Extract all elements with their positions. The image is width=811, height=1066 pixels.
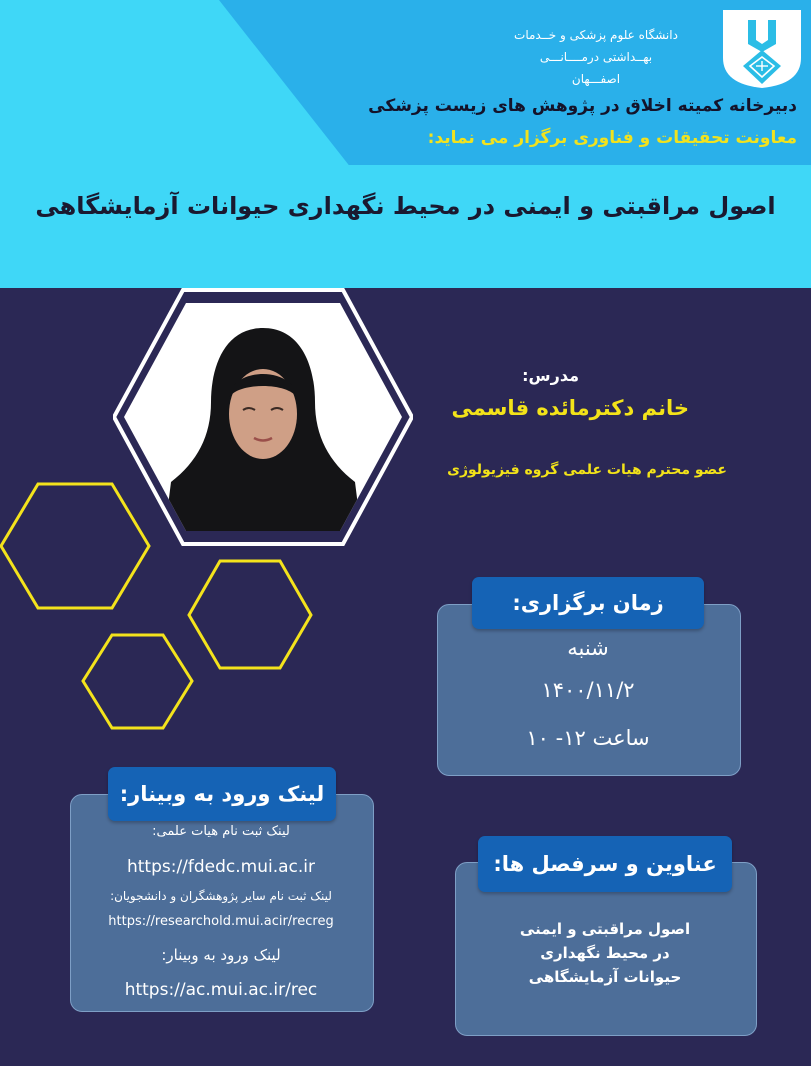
event-hours: ساعت ۱۲- ۱۰ xyxy=(526,726,650,750)
host-line: معاونت تحقیقات و فناوری برگزار می نماید: xyxy=(427,128,797,148)
webinar-entry-label: لینک ورود به وبینار: xyxy=(161,946,281,964)
event-day: شنبه xyxy=(567,636,609,660)
university-logo-icon xyxy=(721,8,803,90)
presenter-name: خانم دکترمائده قاسمی xyxy=(451,396,689,420)
topic-line: اصول مراقبتی و ایمنی xyxy=(519,920,691,938)
others-registration-link[interactable]: https://researchold.mui.acir/recreg xyxy=(108,914,334,929)
topics-heading: عناوین و سرفصل ها: xyxy=(478,836,732,892)
others-registration-label: لینک ثبت نام سایر پژوهشگران و دانشجویان: xyxy=(110,889,332,903)
schedule-heading: زمان برگزاری: xyxy=(472,577,704,629)
webinar-entry-link[interactable]: https://ac.mui.ac.ir/rec xyxy=(124,980,318,1000)
faculty-registration-link[interactable]: https://fdedc.mui.ac.ir xyxy=(126,857,316,877)
university-name-line: بهــداشتی درمــــانـــی xyxy=(539,50,653,64)
presenter-role: عضو محترم هیات علمی گروه فیزیولوژی xyxy=(447,462,727,478)
faculty-registration-label: لینک ثبت نام هیات علمی: xyxy=(152,824,290,839)
event-date: ۱۴۰۰/۱۱/۲ xyxy=(541,678,635,702)
presenter-label: مدرس: xyxy=(522,366,579,385)
webinar-heading: لینک ورود به وبینار: xyxy=(108,767,336,821)
hexagon-outline xyxy=(83,635,192,728)
topic-line: در محیط نگهداری xyxy=(540,944,670,962)
university-name-line: دانشگاه علوم پزشکی و خــدمات xyxy=(514,28,678,42)
organizer-line: دبیرخانه کمیته اخلاق در پژوهش های زیست پزشکی xyxy=(368,96,797,116)
hexagon-outline xyxy=(189,561,311,668)
presenter-photo xyxy=(113,286,413,548)
university-name xyxy=(478,24,714,90)
topic-line: حیوانات آزمایشگاهی xyxy=(528,968,682,986)
university-name-line: اصفـــهان xyxy=(571,72,621,86)
event-title: اصول مراقبتی و ایمنی در محیط نگهداری حیوانات آزمایشگاهی xyxy=(35,192,776,220)
